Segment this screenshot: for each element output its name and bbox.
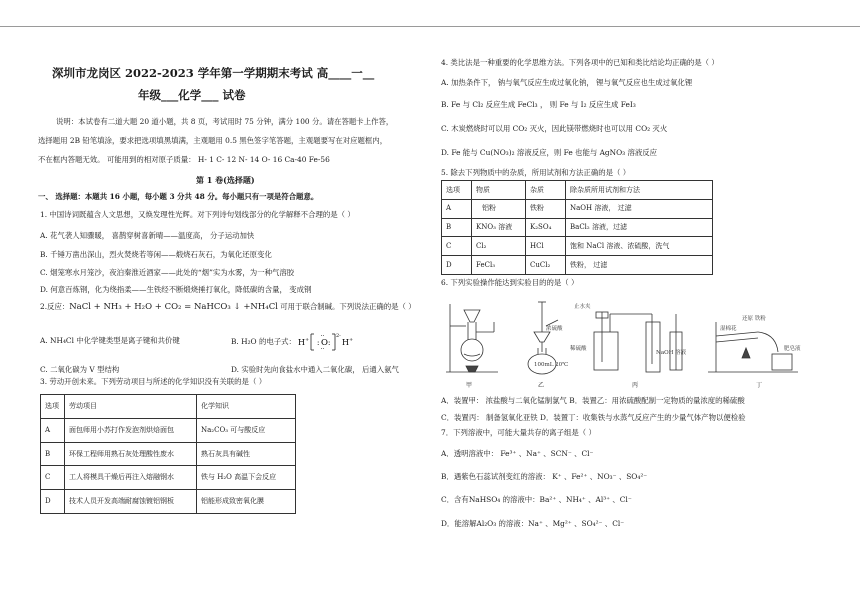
q1-option-b: B. 千锤万凿出深山，烈火焚烧若等闲——煅烧石灰石，为氧化还原变化 bbox=[40, 250, 272, 259]
table-cell: FeCl₃ bbox=[472, 256, 526, 275]
table-row bbox=[442, 199, 713, 218]
table-cell: A bbox=[41, 418, 65, 442]
table-cell: 饱和 NaCl 溶液、浓硫酸，洗气 bbox=[566, 237, 713, 256]
table-cell: C bbox=[41, 466, 65, 490]
q1-option-c: C. 烟笼寒水月笼沙，夜泊秦淮近酒家——此处的“烟”实为水雾，为一种气溶胶 bbox=[40, 268, 295, 277]
table-header-cell: 除杂质所用试剂和方法 bbox=[566, 181, 713, 200]
q7-option-a: A．透明溶液中： Fe³⁺ 、Na⁺ 、SCN⁻ 、Cl⁻ bbox=[441, 449, 594, 458]
q6-stem: 6. 下列实验操作能达到实验目的的是（ ） bbox=[441, 278, 579, 287]
table-cell: B bbox=[41, 442, 65, 466]
q2-stem-prefix: 2.反应： bbox=[40, 302, 70, 311]
section1-heading: 一、 选择题：本题共 16 小题，每小题 3 分共 48 分。每小题只有一项是符合题意。 bbox=[38, 192, 319, 201]
q6-options-cd: C．装置丙： 制备氢氧化亚铁 D．装置丁：收集铁与水蒸气反应产生的少量气体产物以便检验 bbox=[441, 413, 746, 422]
q5-table bbox=[441, 180, 713, 275]
svg-text:+: + bbox=[349, 337, 354, 343]
table-cell: NaOH 溶液， 过滤 bbox=[566, 199, 713, 218]
table-row bbox=[41, 442, 296, 466]
q4-stem: 4. 类比法是一种重要的化学思维方法。下列各项中的已知和类比结论均正确的是（ ） bbox=[441, 58, 719, 67]
table-header-cell: 选项 bbox=[41, 395, 65, 419]
apparatus-text: 肥皂液 bbox=[784, 346, 801, 352]
instructions-line-3: 不在框内答题无效。 可能用到的相对原子质量： H- 1 C- 12 N- 14 O- 16 Ca-40 Fe-56 bbox=[38, 155, 330, 164]
q2-option-c: C. 二氧化碳为 V 型结构 bbox=[40, 365, 120, 374]
table-row bbox=[41, 466, 296, 490]
apparatus-bing-icon bbox=[594, 312, 682, 372]
q2-option-b-label: B. H₂O 的电子式： bbox=[231, 337, 296, 346]
q7-option-c: C．含有NaHSO₄ 的溶液中：Ba²⁺ 、NH₄⁺ 、Al³⁺ 、Cl⁻ bbox=[441, 495, 632, 504]
table-header-cell: 杂质 bbox=[526, 181, 566, 200]
svg-text::: : bbox=[317, 339, 320, 347]
q4-option-b: B. Fe 与 Cl₂ 反应生成 FeCl₃ ， 则 Fe 与 I₂ 反应生成 FeI₃ bbox=[441, 100, 636, 109]
table-cell: 熟石灰具有碱性 bbox=[197, 442, 296, 466]
apparatus-label: 甲 bbox=[466, 382, 473, 389]
q2-option-a: A. NH₄Cl 中化学键类型是离子键和共价键 bbox=[40, 336, 180, 345]
exam-title-line2: 年级___化学___ 试卷 bbox=[138, 88, 246, 102]
table-cell: 铝能形成致密氧化膜 bbox=[197, 490, 296, 514]
table-cell: 铁粉 bbox=[526, 199, 566, 218]
apparatus-text: 浓硫酸 bbox=[546, 326, 563, 332]
q3-table bbox=[40, 394, 296, 514]
table-cell: Cl₂ bbox=[472, 237, 526, 256]
q1-stem: 1. 中国诗词既蕴含人文思想，又焕发理性光辉。对下列诗句划线部分的化学解释不合理的是（ ） bbox=[40, 210, 355, 219]
q7-stem: 7．下列溶液中，可能大量共存的离子组是（ ） bbox=[441, 428, 596, 437]
table-cell: D bbox=[41, 490, 65, 514]
q2-option-b bbox=[231, 331, 362, 353]
apparatus-text: 还原 铁粉 bbox=[742, 316, 766, 322]
table-row bbox=[41, 418, 296, 442]
apparatus-label: 丙 bbox=[632, 382, 639, 389]
table-cell: 铁与 H₂O 高温下会反应 bbox=[197, 466, 296, 490]
table-cell: C bbox=[442, 237, 472, 256]
q7-option-b: B．遇紫色石蕊试剂变红的溶液： K⁺ 、Fe²⁺ 、NO₃⁻ 、SO₄²⁻ bbox=[441, 472, 648, 481]
table-row bbox=[442, 218, 713, 237]
apparatus-text: 100mL 20℃ bbox=[534, 362, 569, 368]
part1-title: 第 1 卷(选择题) bbox=[196, 175, 255, 185]
q4-option-d: D. Fe 能与 Cu(NO₃)₂ 溶液反应，则 Fe 也能与 AgNO₃ 溶液反应 bbox=[441, 148, 658, 157]
table-row bbox=[442, 256, 713, 275]
q2-stem-suffix: 可用于联合制碱。下列说法正确的是（ ） bbox=[277, 302, 416, 311]
table-cell: KNO₃ 溶液 bbox=[472, 218, 526, 237]
instructions-line-1: 说明：本试卷有二道大题 20 道小题，共 8 页，考试用时 75 分钟，满分 100 分。请在答题卡上作答， bbox=[56, 117, 394, 126]
exam-title-line1: 深圳市龙岗区 2022-2023 学年第一学期期末考试 高____一__ bbox=[52, 66, 375, 80]
table-header-cell: 选项 bbox=[442, 181, 472, 200]
table-cell: B bbox=[442, 218, 472, 237]
table-cell: A bbox=[442, 199, 472, 218]
apparatus-text: 稀硫酸 bbox=[570, 346, 587, 352]
svg-text:H: H bbox=[342, 338, 350, 347]
table-header-cell: 劳动项目 bbox=[65, 395, 197, 419]
table-cell: BaCl₂ 溶液，过滤 bbox=[566, 218, 713, 237]
table-cell: 铁粉， 过滤 bbox=[566, 256, 713, 275]
table-cell: 铝粉 bbox=[472, 199, 526, 218]
table-header-cell: 化学知识 bbox=[197, 395, 296, 419]
q7-option-d: D．能溶解Al₂O₃ 的溶液：Na⁺ 、Mg²⁺ 、SO₄²⁻ 、Cl⁻ bbox=[441, 519, 625, 528]
top-rule bbox=[0, 26, 860, 27]
q5-stem: 5. 除去下列物质中的杂质，所用试剂和方法正确的是（ ） bbox=[441, 168, 631, 177]
table-cell: 工人将模具干燥后再注入熔融钢水 bbox=[65, 466, 197, 490]
water-electron-formula-icon bbox=[298, 331, 362, 353]
apparatus-text: 止水夹 bbox=[574, 304, 591, 310]
q4-option-c: C. 木炭燃烧时可以用 CO₂ 灭火，因此镁带燃烧时也可以用 CO₂ 灭火 bbox=[441, 124, 668, 133]
table-header-row bbox=[442, 181, 713, 200]
table-cell: 面包师用小苏打作发泡剂烘焙面包 bbox=[65, 418, 197, 442]
table-cell: 环保工程师用熟石灰处理酸性废水 bbox=[65, 442, 197, 466]
instructions-line-2: 选择题用 2B 铅笔填涂，要求把选项填黑填满，主观题用 0.5 黑色签字笔答题，主观题要写在对应题框内， bbox=[38, 136, 388, 145]
q1-option-d: D. 何意百炼钢，化为绕指柔——生铁经不断煅烧捶打氧化，降低碳的含量， 变成钢 bbox=[40, 285, 312, 294]
table-header-cell: 物质 bbox=[472, 181, 526, 200]
svg-text:··: ·· bbox=[320, 346, 325, 353]
q3-stem: 3. 劳动开创未来。下列劳动项目与所述的化学知识没有关联的是（ ） bbox=[40, 377, 267, 386]
table-header-row bbox=[41, 395, 296, 419]
table-cell: 技术人员开发高端耐腐蚀镀铝钢板 bbox=[65, 490, 197, 514]
svg-text:2-: 2- bbox=[336, 333, 342, 339]
q2-stem bbox=[40, 302, 416, 313]
apparatus-text: 湿棉花 bbox=[720, 326, 737, 332]
table-cell: D bbox=[442, 256, 472, 275]
svg-text:O: O bbox=[321, 338, 329, 348]
table-cell: CuCl₂ bbox=[526, 256, 566, 275]
q6-options-ab: A．装置甲： 浓盐酸与二氧化锰制氯气 B．装置乙：用浓硫酸配制一定物质的量浓度的稀硫酸 bbox=[441, 396, 745, 405]
svg-text::: : bbox=[328, 339, 331, 347]
table-cell: K₂SO₄ bbox=[526, 218, 566, 237]
q1-option-a: A. 花气袭人知骤暖， 喜鹊穿树喜新晴——温度高， 分子运动加快 bbox=[40, 231, 255, 240]
table-row bbox=[41, 490, 296, 514]
table-row bbox=[442, 237, 713, 256]
table-cell: Na₂CO₃ 可与酸反应 bbox=[197, 418, 296, 442]
q2-equation: NaCl + NH₃ + H₂O + CO₂ = NaHCO₃ ↓ +NH₄Cl bbox=[69, 302, 278, 312]
table-cell: HCl bbox=[526, 237, 566, 256]
svg-text:··: ·· bbox=[320, 333, 325, 340]
svg-text:+: + bbox=[305, 337, 310, 343]
svg-text:H: H bbox=[298, 338, 306, 347]
apparatus-label: 乙 bbox=[538, 382, 545, 389]
q6-apparatus-figure bbox=[446, 292, 816, 392]
apparatus-jia-icon bbox=[446, 304, 498, 372]
apparatus-label: 丁 bbox=[756, 382, 763, 389]
apparatus-text: NaOH 溶液 bbox=[656, 350, 687, 356]
q2-option-d: D. 实验时先向食盐水中通入二氧化碳， 后通入氨气 bbox=[231, 365, 399, 374]
q4-option-a: A. 加热条件下， 钠与氧气反应生成过氧化钠， 锂与氧气反应也生成过氧化锂 bbox=[441, 78, 693, 87]
